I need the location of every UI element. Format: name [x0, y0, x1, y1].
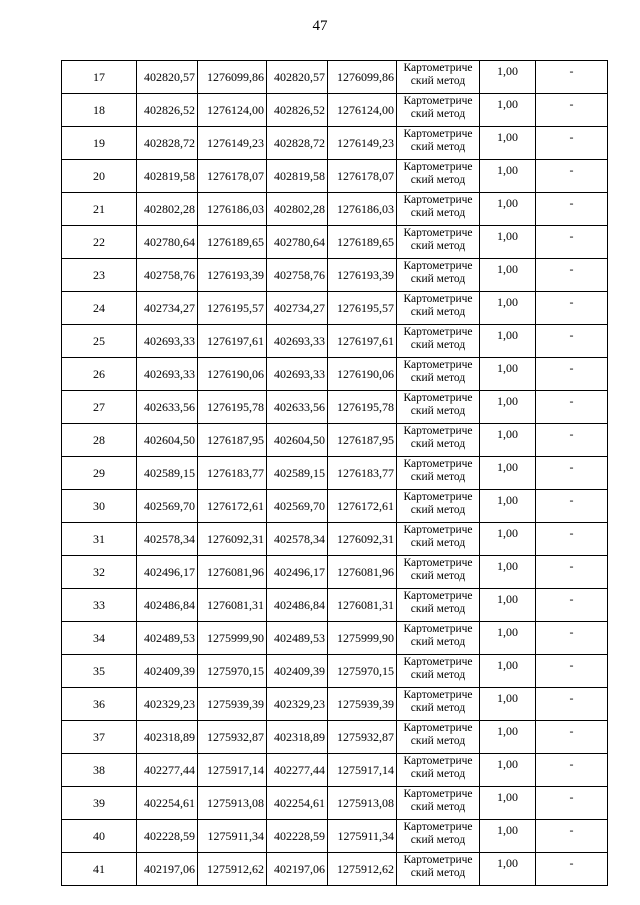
- method-text-line-2: ский метод: [410, 603, 466, 615]
- point-number-cell: 20: [62, 160, 137, 193]
- point-number-cell: 19: [62, 127, 137, 160]
- existing-y-cell: 1276178,07: [198, 160, 267, 193]
- method-cell: [397, 160, 480, 193]
- existing-x-cell: 402589,15: [137, 457, 198, 490]
- accuracy-cell: 1,00: [480, 94, 536, 127]
- accuracy-cell: 1,00: [480, 787, 536, 820]
- existing-y-cell: 1276081,31: [198, 589, 267, 622]
- existing-y-cell: 1276081,96: [198, 556, 267, 589]
- refined-y-cell: 1276193,39: [328, 259, 397, 292]
- method-text-line-1: Картометриче: [403, 590, 473, 602]
- table-row: [62, 853, 608, 886]
- table-row: [62, 127, 608, 160]
- table-row: [62, 325, 608, 358]
- point-number-cell: 17: [62, 61, 137, 94]
- method-cell: [397, 655, 480, 688]
- method-text-line-1: Картометриче: [403, 557, 473, 569]
- refined-x-cell: 402693,33: [267, 325, 328, 358]
- existing-y-cell: 1275912,62: [198, 853, 267, 886]
- table-row: [62, 622, 608, 655]
- refined-x-cell: 402578,34: [267, 523, 328, 556]
- accuracy-cell: 1,00: [480, 589, 536, 622]
- point-number-cell: 40: [62, 820, 137, 853]
- description-cell: -: [536, 160, 608, 193]
- point-number-cell: 28: [62, 424, 137, 457]
- method-text-line-1: Картометриче: [403, 854, 473, 866]
- refined-y-cell: 1276189,65: [328, 226, 397, 259]
- method-cell: [397, 490, 480, 523]
- refined-y-cell: 1276124,00: [328, 94, 397, 127]
- refined-x-cell: 402409,39: [267, 655, 328, 688]
- existing-x-cell: 402197,06: [137, 853, 198, 886]
- refined-x-cell: 402197,06: [267, 853, 328, 886]
- description-cell: -: [536, 193, 608, 226]
- refined-x-cell: 402228,59: [267, 820, 328, 853]
- refined-x-cell: 402693,33: [267, 358, 328, 391]
- method-text-line-2: ский метод: [410, 141, 466, 153]
- coordinates-table: [61, 60, 608, 886]
- description-cell: -: [536, 622, 608, 655]
- method-text-line-2: ский метод: [410, 207, 466, 219]
- description-cell: -: [536, 589, 608, 622]
- existing-x-cell: 402802,28: [137, 193, 198, 226]
- accuracy-cell: 1,00: [480, 655, 536, 688]
- existing-x-cell: 402826,52: [137, 94, 198, 127]
- existing-y-cell: 1276183,77: [198, 457, 267, 490]
- method-text-line-1: Картометриче: [403, 623, 473, 635]
- method-text-line-1: Картометриче: [403, 392, 473, 404]
- point-number-cell: 34: [62, 622, 137, 655]
- method-cell: [397, 94, 480, 127]
- method-text-line-1: Картометриче: [403, 722, 473, 734]
- method-cell: [397, 61, 480, 94]
- existing-y-cell: 1276099,86: [198, 61, 267, 94]
- method-text-line-2: ский метод: [410, 405, 466, 417]
- method-text-line-2: ский метод: [410, 867, 466, 879]
- accuracy-cell: 1,00: [480, 688, 536, 721]
- table-row: [62, 424, 608, 457]
- existing-y-cell: 1276190,06: [198, 358, 267, 391]
- table-row: [62, 490, 608, 523]
- method-text-line-1: Картометриче: [403, 656, 473, 668]
- point-number-cell: 37: [62, 721, 137, 754]
- existing-x-cell: 402329,23: [137, 688, 198, 721]
- existing-y-cell: 1276172,61: [198, 490, 267, 523]
- method-text-line-2: ский метод: [410, 636, 466, 648]
- description-cell: -: [536, 358, 608, 391]
- table-row: [62, 721, 608, 754]
- table-row: [62, 820, 608, 853]
- accuracy-cell: 1,00: [480, 226, 536, 259]
- refined-y-cell: 1275999,90: [328, 622, 397, 655]
- method-text-line-2: ский метод: [410, 75, 466, 87]
- description-cell: -: [536, 523, 608, 556]
- existing-y-cell: 1276186,03: [198, 193, 267, 226]
- table-row: [62, 292, 608, 325]
- table-row: [62, 94, 608, 127]
- point-number-cell: 39: [62, 787, 137, 820]
- refined-x-cell: 402758,76: [267, 259, 328, 292]
- accuracy-cell: 1,00: [480, 259, 536, 292]
- description-cell: -: [536, 391, 608, 424]
- method-cell: [397, 556, 480, 589]
- existing-x-cell: 402604,50: [137, 424, 198, 457]
- table-row: [62, 754, 608, 787]
- method-text-line-1: Картометриче: [403, 458, 473, 470]
- point-number-cell: 25: [62, 325, 137, 358]
- refined-x-cell: 402819,58: [267, 160, 328, 193]
- accuracy-cell: 1,00: [480, 424, 536, 457]
- table-row: [62, 556, 608, 589]
- table-row: [62, 358, 608, 391]
- method-text-line-2: ский метод: [410, 669, 466, 681]
- accuracy-cell: 1,00: [480, 160, 536, 193]
- existing-x-cell: 402734,27: [137, 292, 198, 325]
- method-text-line-2: ский метод: [410, 108, 466, 120]
- method-cell: [397, 754, 480, 787]
- refined-x-cell: 402486,84: [267, 589, 328, 622]
- method-cell: [397, 424, 480, 457]
- accuracy-cell: 1,00: [480, 622, 536, 655]
- method-text-line-1: Картометриче: [403, 788, 473, 800]
- existing-x-cell: 402318,89: [137, 721, 198, 754]
- table-row: [62, 688, 608, 721]
- refined-y-cell: 1275913,08: [328, 787, 397, 820]
- refined-y-cell: 1276195,78: [328, 391, 397, 424]
- refined-x-cell: 402734,27: [267, 292, 328, 325]
- method-text-line-2: ский метод: [410, 537, 466, 549]
- method-cell: [397, 622, 480, 655]
- refined-y-cell: 1275912,62: [328, 853, 397, 886]
- description-cell: -: [536, 61, 608, 94]
- method-text-line-1: Картометриче: [403, 95, 473, 107]
- method-text-line-2: ский метод: [410, 306, 466, 318]
- refined-x-cell: 402820,57: [267, 61, 328, 94]
- refined-x-cell: 402828,72: [267, 127, 328, 160]
- refined-x-cell: 402329,23: [267, 688, 328, 721]
- existing-y-cell: 1275939,39: [198, 688, 267, 721]
- accuracy-cell: 1,00: [480, 754, 536, 787]
- method-text-line-1: Картометриче: [403, 689, 473, 701]
- description-cell: -: [536, 754, 608, 787]
- accuracy-cell: 1,00: [480, 820, 536, 853]
- point-number-cell: 27: [62, 391, 137, 424]
- method-text-line-2: ский метод: [410, 768, 466, 780]
- existing-x-cell: 402820,57: [137, 61, 198, 94]
- method-cell: [397, 292, 480, 325]
- refined-y-cell: 1276081,31: [328, 589, 397, 622]
- method-text-line-2: ский метод: [410, 834, 466, 846]
- description-cell: -: [536, 556, 608, 589]
- method-text-line-2: ский метод: [410, 702, 466, 714]
- table-row: [62, 589, 608, 622]
- existing-y-cell: 1276195,57: [198, 292, 267, 325]
- refined-x-cell: 402277,44: [267, 754, 328, 787]
- point-number-cell: 26: [62, 358, 137, 391]
- method-text-line-2: ский метод: [410, 339, 466, 351]
- method-cell: [397, 358, 480, 391]
- existing-y-cell: 1276193,39: [198, 259, 267, 292]
- existing-x-cell: 402489,53: [137, 622, 198, 655]
- existing-y-cell: 1276189,65: [198, 226, 267, 259]
- method-text-line-2: ский метод: [410, 471, 466, 483]
- refined-y-cell: 1275917,14: [328, 754, 397, 787]
- description-cell: -: [536, 688, 608, 721]
- existing-x-cell: 402693,33: [137, 325, 198, 358]
- point-number-cell: 23: [62, 259, 137, 292]
- description-cell: -: [536, 424, 608, 457]
- refined-y-cell: 1275939,39: [328, 688, 397, 721]
- point-number-cell: 36: [62, 688, 137, 721]
- existing-y-cell: 1276187,95: [198, 424, 267, 457]
- existing-x-cell: 402780,64: [137, 226, 198, 259]
- method-cell: [397, 721, 480, 754]
- refined-y-cell: 1276149,23: [328, 127, 397, 160]
- point-number-cell: 18: [62, 94, 137, 127]
- existing-y-cell: 1275917,14: [198, 754, 267, 787]
- existing-x-cell: 402569,70: [137, 490, 198, 523]
- existing-x-cell: 402496,17: [137, 556, 198, 589]
- refined-x-cell: 402589,15: [267, 457, 328, 490]
- method-cell: [397, 523, 480, 556]
- method-cell: [397, 688, 480, 721]
- existing-x-cell: 402758,76: [137, 259, 198, 292]
- existing-x-cell: 402409,39: [137, 655, 198, 688]
- description-cell: -: [536, 655, 608, 688]
- method-cell: [397, 325, 480, 358]
- point-number-cell: 24: [62, 292, 137, 325]
- existing-x-cell: 402819,58: [137, 160, 198, 193]
- refined-x-cell: 402826,52: [267, 94, 328, 127]
- refined-y-cell: 1276187,95: [328, 424, 397, 457]
- table-row: [62, 391, 608, 424]
- refined-x-cell: 402496,17: [267, 556, 328, 589]
- method-cell: [397, 259, 480, 292]
- method-text-line-1: Картометриче: [403, 194, 473, 206]
- method-text-line-1: Картометриче: [403, 755, 473, 767]
- description-cell: -: [536, 787, 608, 820]
- table-row: [62, 193, 608, 226]
- description-cell: -: [536, 127, 608, 160]
- method-cell: [397, 787, 480, 820]
- description-cell: -: [536, 226, 608, 259]
- method-cell: [397, 127, 480, 160]
- refined-x-cell: 402318,89: [267, 721, 328, 754]
- method-cell: [397, 820, 480, 853]
- table-row: [62, 226, 608, 259]
- existing-x-cell: 402277,44: [137, 754, 198, 787]
- method-cell: [397, 226, 480, 259]
- point-number-cell: 29: [62, 457, 137, 490]
- page-number: 47: [312, 18, 328, 34]
- method-text-line-1: Картометриче: [403, 821, 473, 833]
- method-text-line-2: ский метод: [410, 240, 466, 252]
- description-cell: -: [536, 292, 608, 325]
- refined-x-cell: 402604,50: [267, 424, 328, 457]
- refined-y-cell: 1276081,96: [328, 556, 397, 589]
- point-number-cell: 32: [62, 556, 137, 589]
- refined-x-cell: 402633,56: [267, 391, 328, 424]
- refined-x-cell: 402780,64: [267, 226, 328, 259]
- point-number-cell: 22: [62, 226, 137, 259]
- method-text-line-2: ский метод: [410, 735, 466, 747]
- point-number-cell: 30: [62, 490, 137, 523]
- method-text-line-2: ский метод: [410, 801, 466, 813]
- refined-x-cell: 402569,70: [267, 490, 328, 523]
- method-text-line-1: Картометриче: [403, 260, 473, 272]
- existing-y-cell: 1275932,87: [198, 721, 267, 754]
- description-cell: -: [536, 721, 608, 754]
- refined-x-cell: 402254,61: [267, 787, 328, 820]
- existing-y-cell: 1275970,15: [198, 655, 267, 688]
- table-row: [62, 160, 608, 193]
- refined-y-cell: 1275970,15: [328, 655, 397, 688]
- table-body: [62, 61, 608, 886]
- existing-y-cell: 1276149,23: [198, 127, 267, 160]
- method-text-line-1: Картометриче: [403, 62, 473, 74]
- existing-x-cell: 402693,33: [137, 358, 198, 391]
- method-text-line-2: ский метод: [410, 174, 466, 186]
- refined-y-cell: 1276195,57: [328, 292, 397, 325]
- existing-x-cell: 402486,84: [137, 589, 198, 622]
- method-text-line-1: Картометриче: [403, 326, 473, 338]
- refined-y-cell: 1276178,07: [328, 160, 397, 193]
- accuracy-cell: 1,00: [480, 853, 536, 886]
- method-text-line-1: Картометриче: [403, 128, 473, 140]
- method-cell: [397, 391, 480, 424]
- existing-y-cell: 1275911,34: [198, 820, 267, 853]
- existing-x-cell: 402633,56: [137, 391, 198, 424]
- accuracy-cell: 1,00: [480, 358, 536, 391]
- description-cell: -: [536, 325, 608, 358]
- method-text-line-1: Картометриче: [403, 359, 473, 371]
- refined-y-cell: 1276186,03: [328, 193, 397, 226]
- existing-y-cell: 1275913,08: [198, 787, 267, 820]
- description-cell: -: [536, 490, 608, 523]
- table-row: [62, 61, 608, 94]
- existing-x-cell: 402828,72: [137, 127, 198, 160]
- table-row: [62, 655, 608, 688]
- existing-x-cell: 402254,61: [137, 787, 198, 820]
- method-text-line-1: Картометриче: [403, 425, 473, 437]
- accuracy-cell: 1,00: [480, 490, 536, 523]
- method-text-line-2: ский метод: [410, 570, 466, 582]
- table-row: [62, 787, 608, 820]
- method-text-line-1: Картометриче: [403, 293, 473, 305]
- existing-x-cell: 402578,34: [137, 523, 198, 556]
- method-text-line-2: ский метод: [410, 504, 466, 516]
- refined-y-cell: 1276092,31: [328, 523, 397, 556]
- accuracy-cell: 1,00: [480, 391, 536, 424]
- existing-y-cell: 1276092,31: [198, 523, 267, 556]
- description-cell: -: [536, 457, 608, 490]
- method-text-line-1: Картометриче: [403, 161, 473, 173]
- refined-y-cell: 1276172,61: [328, 490, 397, 523]
- existing-y-cell: 1276197,61: [198, 325, 267, 358]
- refined-y-cell: 1276197,61: [328, 325, 397, 358]
- existing-x-cell: 402228,59: [137, 820, 198, 853]
- table-row: [62, 259, 608, 292]
- point-number-cell: 41: [62, 853, 137, 886]
- accuracy-cell: 1,00: [480, 721, 536, 754]
- refined-y-cell: 1275932,87: [328, 721, 397, 754]
- point-number-cell: 31: [62, 523, 137, 556]
- point-number-cell: 21: [62, 193, 137, 226]
- accuracy-cell: 1,00: [480, 193, 536, 226]
- table-row: [62, 457, 608, 490]
- method-text-line-1: Картометриче: [403, 491, 473, 503]
- method-cell: [397, 193, 480, 226]
- refined-y-cell: 1275911,34: [328, 820, 397, 853]
- accuracy-cell: 1,00: [480, 61, 536, 94]
- point-number-cell: 33: [62, 589, 137, 622]
- existing-y-cell: 1276195,78: [198, 391, 267, 424]
- method-cell: [397, 457, 480, 490]
- description-cell: -: [536, 853, 608, 886]
- point-number-cell: 35: [62, 655, 137, 688]
- refined-x-cell: 402489,53: [267, 622, 328, 655]
- method-text-line-1: Картометриче: [403, 227, 473, 239]
- description-cell: -: [536, 259, 608, 292]
- method-text-line-2: ский метод: [410, 438, 466, 450]
- point-number-cell: 38: [62, 754, 137, 787]
- description-cell: -: [536, 820, 608, 853]
- method-text-line-2: ский метод: [410, 273, 466, 285]
- refined-y-cell: 1276099,86: [328, 61, 397, 94]
- accuracy-cell: 1,00: [480, 523, 536, 556]
- accuracy-cell: 1,00: [480, 127, 536, 160]
- refined-y-cell: 1276183,77: [328, 457, 397, 490]
- table-row: [62, 523, 608, 556]
- description-cell: -: [536, 94, 608, 127]
- refined-y-cell: 1276190,06: [328, 358, 397, 391]
- method-cell: [397, 589, 480, 622]
- accuracy-cell: 1,00: [480, 325, 536, 358]
- method-cell: [397, 853, 480, 886]
- method-text-line-2: ский метод: [410, 372, 466, 384]
- accuracy-cell: 1,00: [480, 457, 536, 490]
- method-text-line-1: Картометриче: [403, 524, 473, 536]
- accuracy-cell: 1,00: [480, 556, 536, 589]
- existing-y-cell: 1275999,90: [198, 622, 267, 655]
- existing-y-cell: 1276124,00: [198, 94, 267, 127]
- refined-x-cell: 402802,28: [267, 193, 328, 226]
- accuracy-cell: 1,00: [480, 292, 536, 325]
